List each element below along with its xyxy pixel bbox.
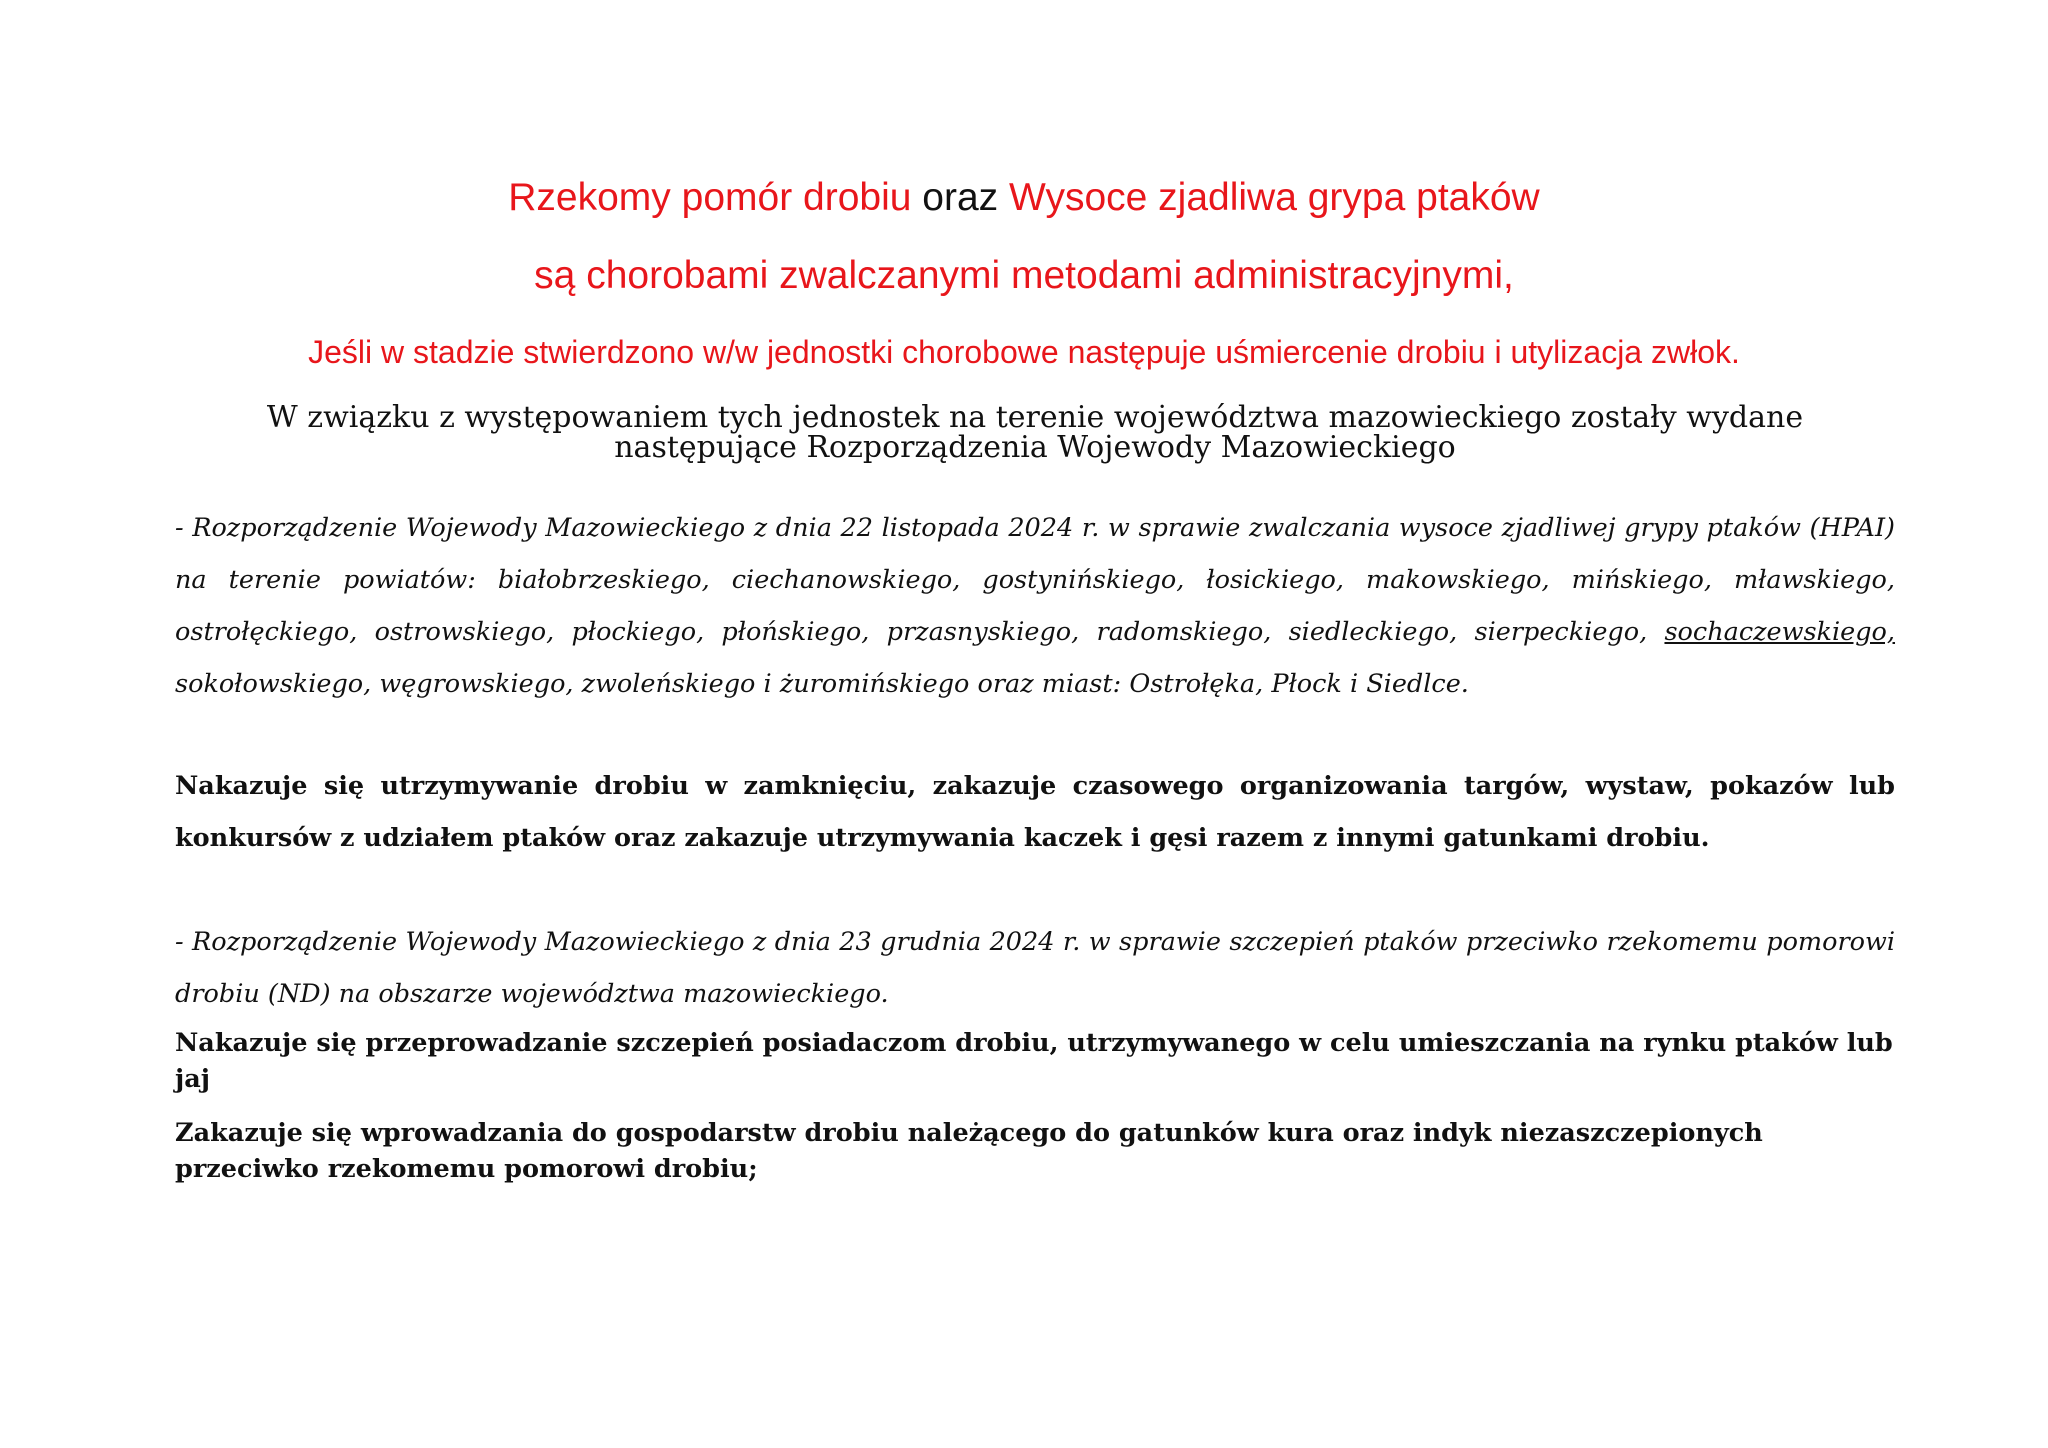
regulation-1-order: Nakazuje się utrzymywanie drobiu w zamknięciu, zakazuje czasowego organizowania targów, wystaw, pokazów lub konkursów z udziałem ptaków oraz zakazuje utrzymywania kaczek i gęsi razem z innymi gatunkami drobiu. <box>175 771 1895 853</box>
heading-line-2: są chorobami zwalczanymi metodami administracyjnymi, <box>534 254 1514 297</box>
heading-disease-2: Wysoce zjadliwa grypa ptaków <box>1009 176 1540 219</box>
heading-line-1 <box>0 176 2048 220</box>
regulation-1-text <box>175 502 1895 710</box>
heading-disease-1: Rzekomy pomór drobiu <box>508 176 912 219</box>
intro-paragraph <box>175 400 1895 465</box>
intro-line-1: W związku z występowaniem tych jednostek na terenie województwa mazowieckiego zostały wydane <box>266 400 1804 435</box>
regulation-1-text-after: sokołowskiego, węgrowskiego, zwoleńskiego i żuromińskiego oraz miast: Ostrołęka, Płock i Siedlce. <box>175 669 1469 699</box>
heading-connector: oraz <box>922 176 999 219</box>
regulation-1-text-before: - Rozporządzenie Wojewody Mazowieckiego z dnia 22 listopada 2024 r. w sprawie zwalczania wysoce zjadliwej grypy ptaków (HPAI) na terenie powiatów: białobrzeskiego, ciechanowskiego, gostynińskiego, łosickiego, makowskiego, mińskiego, mławskiego, ostrołęckiego, ostrowskiego, płockiego, płońskiego, przasnyskiego, radomskiego, siedleckiego, sierpeckiego, <box>175 513 1895 647</box>
heading-line-3: Jeśli w stadzie stwierdzono w/w jednostki chorobowe następuje uśmiercenie drobiu i utylizacja zwłok. <box>308 334 1740 370</box>
regulation-2-text: - Rozporządzenie Wojewody Mazowieckiego z dnia 23 grudnia 2024 r. w sprawie szczepień ptaków przeciwko rzekomemu pomorowi drobiu (ND) na obszarze województwa mazowieckiego. <box>175 927 1895 1009</box>
intro-line-2: następujące Rozporządzenia Wojewody Mazowieckiego <box>614 430 1456 465</box>
regulation-2-order-2: Zakazuje się wprowadzania do gospodarstw drobiu należącego do gatunków kura oraz indyk niezaszczepionych przeciwko rzekomemu pomorowi drobiu; <box>175 1118 1763 1184</box>
regulation-1-underlined: sochaczewskiego, <box>1664 617 1896 647</box>
regulation-2-order-1: Nakazuje się przeprowadzanie szczepień posiadaczom drobiu, utrzymywanego w celu umieszczania na rynku ptaków lub jaj <box>175 1028 1893 1094</box>
